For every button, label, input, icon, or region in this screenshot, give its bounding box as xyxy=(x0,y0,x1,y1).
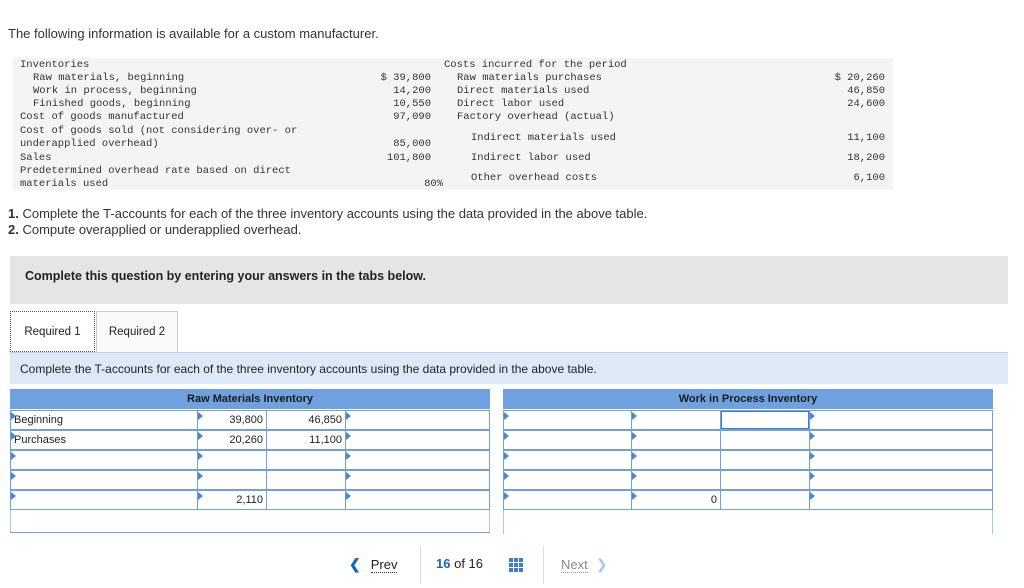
info-label: Finished goods, beginning xyxy=(33,98,191,110)
complete-bar xyxy=(10,256,1008,304)
wip-ending-debit[interactable]: 0 xyxy=(631,490,721,510)
info-label: Other overhead costs xyxy=(471,172,598,184)
intro-text: The following information is available for a custom manufacturer. xyxy=(8,26,379,41)
info-label: materials used xyxy=(20,178,109,190)
info-value: 101,800 xyxy=(386,152,431,164)
question-text: Complete the T-accounts for each of the three inventory accounts using the data provided in the above table. xyxy=(22,206,648,221)
info-label: underapplied overhead) xyxy=(20,138,159,150)
info-value: 11,100 xyxy=(847,132,885,144)
rm-row1-debit[interactable]: 39,800 xyxy=(197,410,267,430)
wip-ending-credit[interactable] xyxy=(720,490,810,510)
info-value: 24,600 xyxy=(847,98,885,110)
wip-row3-credit[interactable] xyxy=(720,450,810,470)
page-total: of 16 xyxy=(454,556,484,571)
current-page: 16 xyxy=(436,556,451,571)
rm-row4-label[interactable] xyxy=(10,470,198,490)
instruction-banner xyxy=(10,352,1008,384)
nav-separator xyxy=(543,546,544,584)
wip-ending-label[interactable] xyxy=(503,490,632,510)
rm-row3-debit[interactable] xyxy=(197,450,267,470)
info-label: Factory overhead (actual) xyxy=(457,111,615,123)
divider xyxy=(10,510,11,532)
info-value: 80% xyxy=(424,178,443,190)
wip-row4-debit[interactable] xyxy=(631,470,721,490)
info-label: Cost of goods manufactured xyxy=(20,111,184,123)
wip-row1-credit[interactable] xyxy=(720,410,810,430)
divider xyxy=(10,532,490,533)
t-account-title: Work in Process Inventory xyxy=(503,389,993,409)
wip-row2-credit-label[interactable] xyxy=(809,430,993,450)
tab-required-2[interactable]: Required 2 xyxy=(96,311,178,352)
rm-ending-debit[interactable]: 2,110 xyxy=(197,490,267,510)
info-value: 6,100 xyxy=(853,172,885,184)
wip-row1-debit[interactable] xyxy=(631,410,721,430)
question-text: Compute overapplied or underapplied overhead. xyxy=(22,222,302,237)
wip-row4-label[interactable] xyxy=(503,470,632,490)
wip-ending-credit-label[interactable] xyxy=(809,490,993,510)
info-value: 10,550 xyxy=(393,98,431,110)
wip-row2-label[interactable] xyxy=(503,430,632,450)
t-account-title: Raw Materials Inventory xyxy=(10,389,490,409)
complete-bar-text: Complete this question by entering your answers in the tabs below. xyxy=(25,269,426,283)
nav-separator xyxy=(420,546,421,584)
wip-row1-credit-label[interactable] xyxy=(809,410,993,430)
info-value: $ 20,260 xyxy=(834,72,885,84)
next-button[interactable] xyxy=(561,556,607,573)
chevron-left-icon: ❮ xyxy=(349,556,361,572)
info-label: Sales xyxy=(20,152,52,164)
wip-row3-debit[interactable] xyxy=(631,450,721,470)
info-table xyxy=(13,58,893,190)
info-label: Predetermined overhead rate based on direct xyxy=(20,165,291,177)
info-label: Direct labor used xyxy=(457,98,565,110)
question-number: 2. xyxy=(8,222,19,237)
question-2 xyxy=(8,222,301,237)
wip-row3-label[interactable] xyxy=(503,450,632,470)
rm-row2-credit-label[interactable] xyxy=(345,430,490,450)
tab-required-1[interactable]: Required 1 xyxy=(10,311,95,352)
rm-ending-credit[interactable] xyxy=(266,490,346,510)
info-right-header: Costs incurred for the period xyxy=(444,59,627,71)
info-value: 85,000 xyxy=(393,138,431,150)
rm-row2-credit[interactable]: 11,100 xyxy=(266,430,346,450)
rm-row4-debit[interactable] xyxy=(197,470,267,490)
divider xyxy=(489,510,490,532)
rm-row3-credit-label[interactable] xyxy=(345,450,490,470)
instruction-text: Complete the T-accounts for each of the three inventory accounts using the data provided in the above table. xyxy=(20,362,597,376)
divider xyxy=(503,510,504,534)
rm-row1-label[interactable]: Beginning xyxy=(10,410,198,430)
prev-button[interactable] xyxy=(349,556,397,573)
next-label: Next xyxy=(561,557,588,572)
info-value: 18,200 xyxy=(847,152,885,164)
info-label: Work in process, beginning xyxy=(33,85,197,97)
info-value: 97,090 xyxy=(393,111,431,123)
rm-row1-credit[interactable]: 46,850 xyxy=(266,410,346,430)
wip-row4-credit-label[interactable] xyxy=(809,470,993,490)
info-label: Raw materials, beginning xyxy=(33,72,185,84)
rm-row2-label[interactable]: Purchases xyxy=(10,430,198,450)
page-indicator xyxy=(436,556,483,571)
info-value: $ 39,800 xyxy=(380,72,431,84)
wip-row1-label[interactable] xyxy=(503,410,632,430)
prev-label: Prev xyxy=(370,557,398,572)
rm-row2-debit[interactable]: 20,260 xyxy=(197,430,267,450)
rm-row3-credit[interactable] xyxy=(266,450,346,470)
question-1 xyxy=(8,206,647,221)
info-value: 14,200 xyxy=(393,85,431,97)
info-label: Cost of goods sold (not considering over- or xyxy=(20,125,298,137)
rm-row4-credit-label[interactable] xyxy=(345,470,490,490)
info-label: Direct materials used xyxy=(457,85,590,97)
grid-icon[interactable] xyxy=(509,558,523,572)
chevron-right-icon: ❯ xyxy=(595,556,608,572)
divider xyxy=(992,510,993,534)
info-label: Raw materials purchases xyxy=(457,72,602,84)
info-label: Indirect materials used xyxy=(471,132,616,144)
info-label: Indirect labor used xyxy=(471,152,591,164)
wip-row3-credit-label[interactable] xyxy=(809,450,993,470)
rm-row4-credit[interactable] xyxy=(266,470,346,490)
wip-row4-credit[interactable] xyxy=(720,470,810,490)
info-value: 46,850 xyxy=(847,85,885,97)
info-label: Inventories xyxy=(20,59,90,71)
rm-ending-credit-label[interactable] xyxy=(345,490,490,510)
rm-ending-label[interactable] xyxy=(10,490,198,510)
rm-row3-label[interactable] xyxy=(10,450,198,470)
wip-row2-debit[interactable] xyxy=(631,430,721,450)
rm-row1-credit-label[interactable] xyxy=(345,410,490,430)
wip-row2-credit[interactable] xyxy=(720,430,810,450)
question-number: 1. xyxy=(8,206,19,221)
